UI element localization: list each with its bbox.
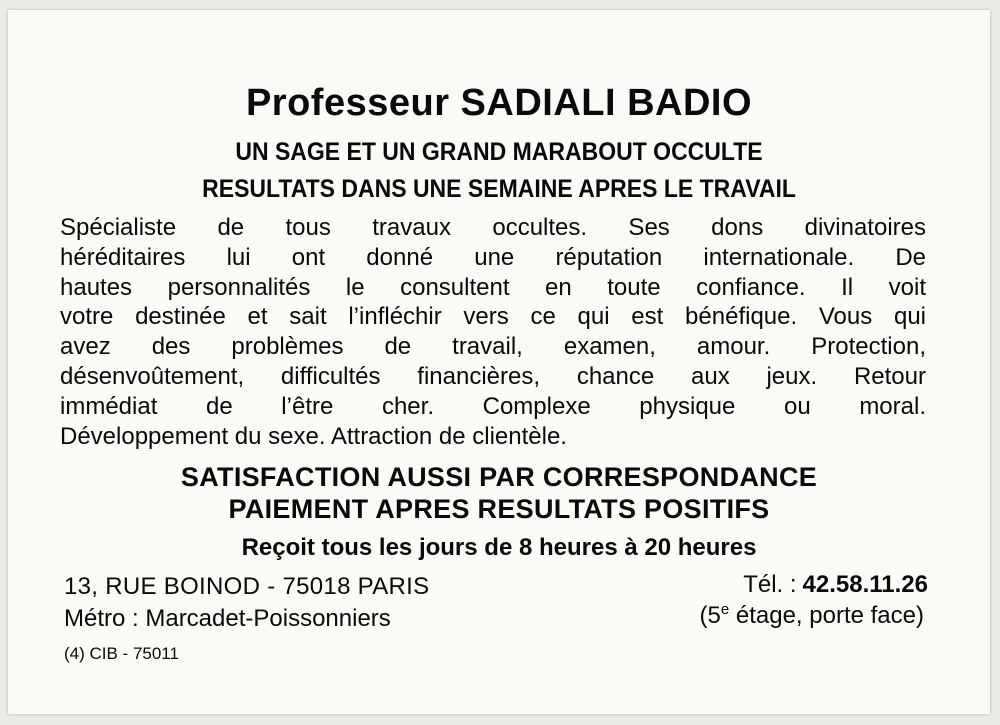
description-paragraph <box>60 213 926 451</box>
description-line: hautes personnalités le consultent en toute confiance. Il voit <box>60 273 926 301</box>
description-line: héréditaires lui ont donné une réputation internationale. De <box>60 243 926 271</box>
business-card <box>8 10 990 714</box>
correspondence-notice: SATISFACTION AUSSI PAR CORRESPONDANCE <box>180 462 818 492</box>
floor-info <box>700 601 924 631</box>
description-line: Spécialiste de tous travaux occultes. Ses dons divinatoires <box>60 214 926 241</box>
floor-prefix: (5 <box>699 602 721 629</box>
print-code: (4) CIB - 75011 <box>64 644 179 663</box>
floor-superscript: e <box>720 601 730 618</box>
description-line: désenvoûtement, difficultés financières, chance aux jeux. Retour <box>60 362 926 390</box>
description-line: immédiat de l’être cher. Complexe physique ou moral. <box>60 392 926 420</box>
floor-rest: étage, porte face) <box>729 602 924 629</box>
description-line: votre destinée et sait l’infléchir vers ce qui est bénéfique. Vous qui <box>60 303 926 331</box>
card-title: Professeur SADIALI BADIO <box>245 82 753 124</box>
telephone <box>743 570 928 600</box>
street-address: 13, RUE BOINOD - 75018 PARIS <box>64 573 430 600</box>
description-line: avez des problèmes de travail, examen, amour. Protection, <box>60 333 926 361</box>
metro-station: Métro : Marcadet-Poissonniers <box>64 605 391 632</box>
payment-notice: PAIEMENT APRES RESULTATS POSITIFS <box>228 494 770 524</box>
subtitle-marabout: UN SAGE ET UN GRAND MARABOUT OCCULTE <box>235 138 763 166</box>
opening-hours: Reçoit tous les jours de 8 heures à 20 heures <box>241 534 757 561</box>
subtitle-results: RESULTATS DANS UNE SEMAINE APRES LE TRAVAIL <box>202 175 796 203</box>
telephone-label: Tél. : <box>743 571 797 598</box>
description-line: Développement du sexe. Attraction de clientèle. <box>60 422 567 450</box>
telephone-number: 42.58.11.26 <box>802 571 928 598</box>
